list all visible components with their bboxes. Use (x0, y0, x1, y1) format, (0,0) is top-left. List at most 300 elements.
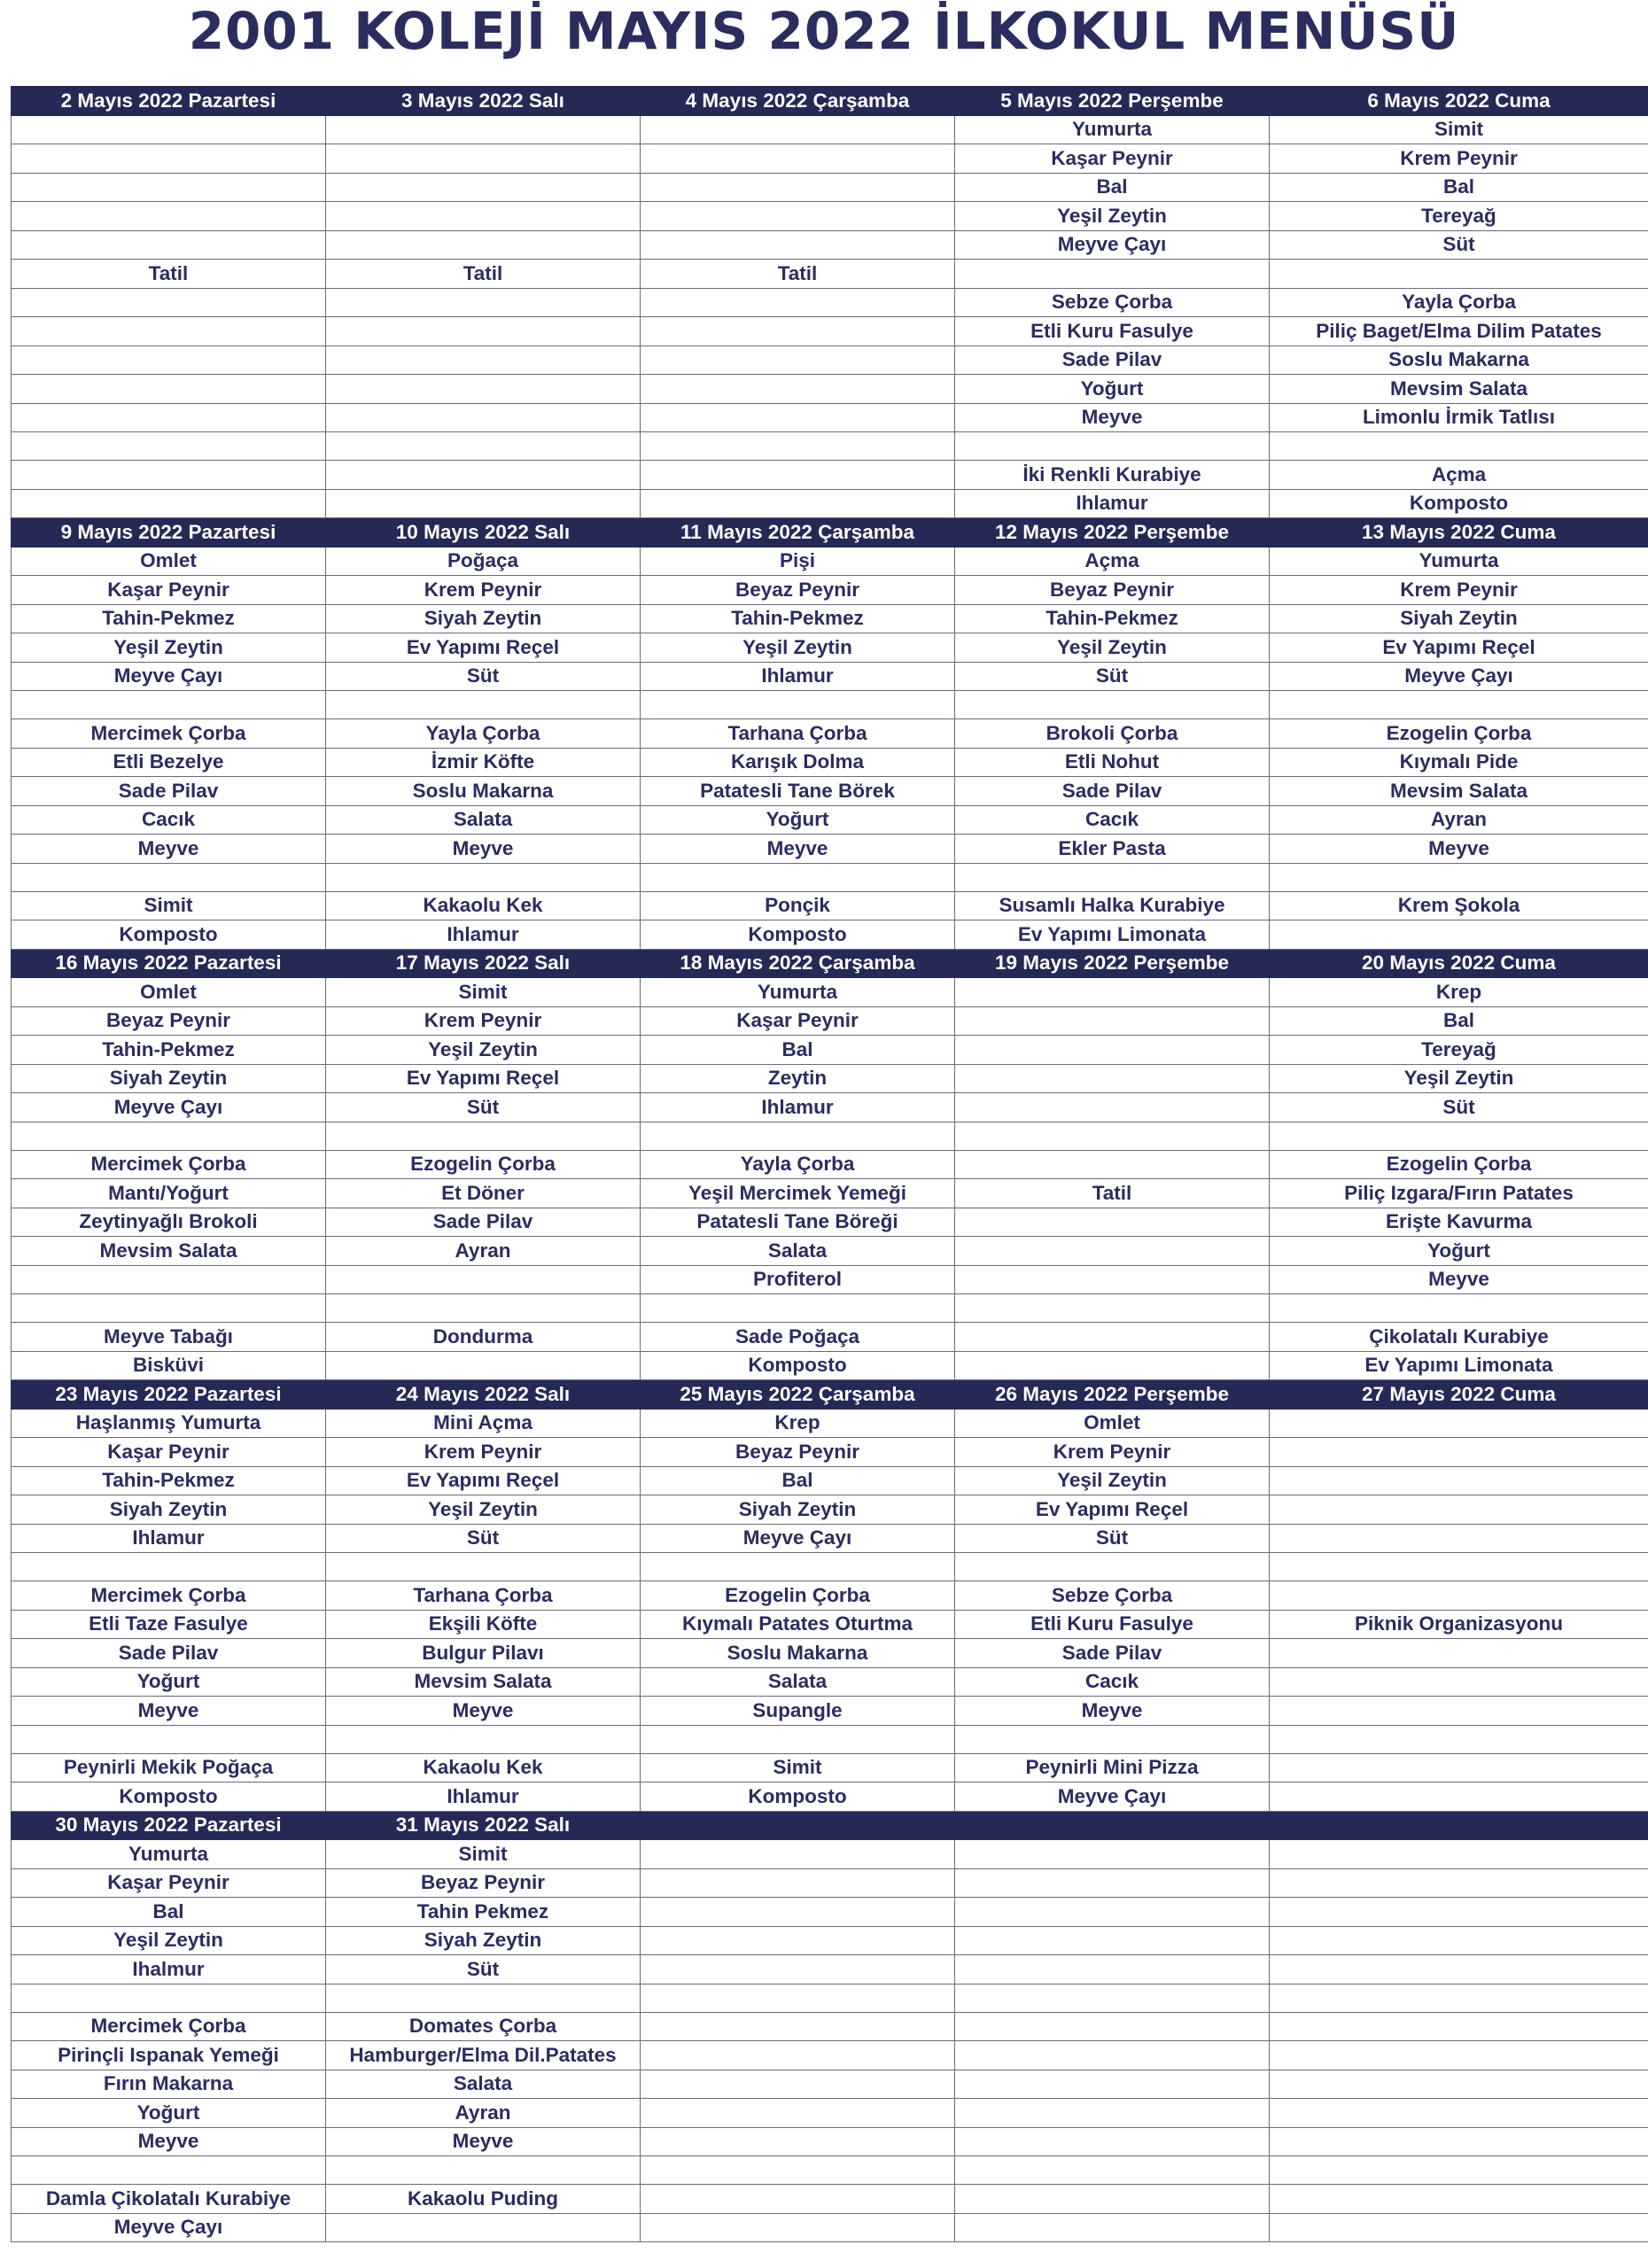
menu-cell (326, 691, 641, 719)
day-header: 24 Mayıs 2022 Salı (326, 1380, 641, 1410)
menu-cell: Susamlı Halka Kurabiye (955, 891, 1270, 920)
day-header: 20 Mayıs 2022 Cuma (1270, 949, 1648, 978)
menu-cell (326, 375, 641, 404)
menu-cell: Ihlamur (641, 662, 955, 691)
menu-cell: Krep (1270, 978, 1648, 1007)
menu-cell (326, 1725, 641, 1753)
menu-cell: Bal (641, 1466, 955, 1495)
menu-cell: Yoğurt (1270, 1237, 1648, 1266)
menu-cell: Süt (326, 662, 641, 691)
menu-row (12, 1093, 1648, 1122)
menu-cell (641, 144, 955, 174)
menu-row (12, 260, 1648, 289)
menu-row (12, 2185, 1648, 2214)
menu-cell (641, 1898, 955, 1927)
menu-row (12, 1237, 1648, 1266)
menu-cell (641, 2127, 955, 2156)
menu-cell: Tatil (641, 260, 955, 289)
menu-cell: Yayla Çorba (1270, 288, 1648, 317)
menu-cell: Mevsim Salata (1270, 777, 1648, 806)
menu-cell: Beyaz Peynir (641, 576, 955, 605)
menu-cell: Kıymalı Patates Oturtma (641, 1610, 955, 1639)
menu-cell: Bal (12, 1898, 326, 1927)
menu-cell (1270, 2185, 1648, 2214)
menu-cell (1270, 260, 1648, 289)
menu-cell (955, 1351, 1270, 1380)
menu-cell (326, 1294, 641, 1323)
menu-row (12, 1179, 1648, 1208)
menu-cell: Omlet (12, 547, 326, 576)
menu-cell: Kaşar Peynir (12, 1438, 326, 1467)
menu-cell (641, 1725, 955, 1753)
menu-cell: Omlet (955, 1409, 1270, 1438)
menu-cell: Yumurta (641, 978, 955, 1007)
menu-cell: Yoğurt (641, 805, 955, 835)
menu-row (12, 633, 1648, 663)
menu-cell (641, 863, 955, 891)
menu-cell: Yeşil Zeytin (12, 633, 326, 663)
menu-cell: Piknik Organizasyonu (1270, 1610, 1648, 1639)
menu-cell: Krem Peynir (1270, 576, 1648, 605)
menu-cell: Krem Şokola (1270, 891, 1648, 920)
menu-cell: Ayran (326, 2099, 641, 2128)
menu-cell: Ihlamur (326, 1783, 641, 1812)
menu-cell: Meyve (955, 1697, 1270, 1726)
day-header: 2 Mayıs 2022 Pazartesi (12, 87, 326, 116)
menu-cell (1270, 1294, 1648, 1323)
menu-cell: Piliç Baget/Elma Dilim Patates (1270, 317, 1648, 346)
menu-cell: Kaşar Peynir (641, 1006, 955, 1036)
menu-row (12, 1610, 1648, 1639)
menu-cell: Supangle (641, 1697, 955, 1726)
menu-cell: Tatil (326, 260, 641, 289)
menu-cell: Mercimek Çorba (12, 2012, 326, 2041)
menu-cell: Sade Pilav (12, 777, 326, 806)
menu-row (12, 288, 1648, 317)
menu-cell: Krep (641, 1409, 955, 1438)
week-header-row (12, 87, 1648, 116)
menu-cell (955, 1984, 1270, 2012)
menu-row (12, 576, 1648, 605)
menu-cell (1270, 1553, 1648, 1581)
menu-cell (955, 1237, 1270, 1266)
day-header: 27 Mayıs 2022 Cuma (1270, 1380, 1648, 1410)
day-header: 9 Mayıs 2022 Pazartesi (12, 518, 326, 548)
menu-cell (1270, 1495, 1648, 1525)
menu-cell (955, 2099, 1270, 2128)
menu-row (12, 777, 1648, 806)
menu-row (12, 1697, 1648, 1726)
menu-cell (641, 2012, 955, 2041)
menu-cell (1270, 1753, 1648, 1783)
menu-cell: Soslu Makarna (641, 1639, 955, 1668)
menu-cell (955, 1036, 1270, 1065)
day-header: 6 Mayıs 2022 Cuma (1270, 87, 1648, 116)
menu-cell (326, 202, 641, 231)
menu-row (12, 1265, 1648, 1294)
menu-row (12, 2156, 1648, 2185)
menu-cell (1270, 432, 1648, 461)
day-header: 13 Mayıs 2022 Cuma (1270, 518, 1648, 548)
menu-row (12, 1553, 1648, 1581)
menu-cell (641, 489, 955, 518)
menu-cell (641, 2213, 955, 2242)
menu-cell: Haşlanmış Yumurta (12, 1409, 326, 1438)
day-header: 12 Mayıs 2022 Perşembe (955, 518, 1270, 548)
menu-cell: Damla Çikolatalı Kurabiye (12, 2185, 326, 2214)
menu-row (12, 144, 1648, 174)
menu-cell (12, 403, 326, 432)
menu-cell: Poğaça (326, 547, 641, 576)
menu-cell: Patatesli Tane Böreği (641, 1208, 955, 1237)
menu-row (12, 1409, 1648, 1438)
menu-cell (1270, 1639, 1648, 1668)
menu-row (12, 978, 1648, 1007)
day-header: 5 Mayıs 2022 Perşembe (955, 87, 1270, 116)
menu-cell: Komposto (12, 1783, 326, 1812)
menu-cell (1270, 1409, 1648, 1438)
menu-cell (641, 202, 955, 231)
menu-cell (1270, 1783, 1648, 1812)
menu-cell: Meyve (326, 835, 641, 864)
menu-cell: Ponçik (641, 891, 955, 920)
menu-row (12, 1438, 1648, 1467)
menu-cell: Peynirli Mini Pizza (955, 1753, 1270, 1783)
menu-cell (12, 375, 326, 404)
menu-cell (1270, 2099, 1648, 2128)
menu-cell: Yayla Çorba (326, 719, 641, 749)
menu-cell (326, 403, 641, 432)
menu-cell: Ev Yapımı Reçel (326, 1064, 641, 1093)
menu-cell (955, 1150, 1270, 1179)
menu-cell: Ezogelin Çorba (1270, 719, 1648, 749)
menu-cell: Kakaolu Kek (326, 891, 641, 920)
menu-cell: Komposto (641, 1351, 955, 1380)
menu-cell (641, 375, 955, 404)
menu-cell: Süt (326, 1093, 641, 1122)
menu-cell: Süt (955, 662, 1270, 691)
menu-row (12, 1294, 1648, 1323)
menu-cell: Krem Peynir (326, 1006, 641, 1036)
menu-row (12, 1036, 1648, 1065)
menu-cell: Ezogelin Çorba (641, 1581, 955, 1611)
menu-cell (955, 1122, 1270, 1150)
menu-cell (12, 489, 326, 518)
day-header (641, 1811, 955, 1840)
menu-row (12, 317, 1648, 346)
menu-cell (641, 230, 955, 260)
menu-cell: Hamburger/Elma Dil.Patates (326, 2041, 641, 2070)
menu-cell: Siyah Zeytin (326, 1926, 641, 1955)
menu-cell (12, 202, 326, 231)
menu-cell: Simit (1270, 115, 1648, 144)
menu-cell (326, 230, 641, 260)
menu-cell: Erişte Kavurma (1270, 1208, 1648, 1237)
menu-cell (1270, 1466, 1648, 1495)
menu-cell (641, 173, 955, 202)
menu-cell: Yeşil Zeytin (955, 633, 1270, 663)
menu-row (12, 805, 1648, 835)
menu-cell (12, 144, 326, 174)
menu-cell (641, 317, 955, 346)
menu-cell (1270, 1697, 1648, 1726)
menu-cell: Beyaz Peynir (641, 1438, 955, 1467)
menu-cell: Tahin-Pekmez (641, 604, 955, 633)
menu-cell: Sebze Çorba (955, 288, 1270, 317)
week-header-row (12, 949, 1648, 978)
menu-cell: Çikolatalı Kurabiye (1270, 1323, 1648, 1352)
menu-cell: Yoğurt (12, 2099, 326, 2128)
menu-cell (641, 115, 955, 144)
menu-cell (641, 2070, 955, 2099)
menu-row (12, 1840, 1648, 1869)
menu-cell: Krem Peynir (955, 1438, 1270, 1467)
menu-cell: Kaşar Peynir (955, 144, 1270, 174)
menu-cell: Kıymalı Pide (1270, 748, 1648, 777)
menu-cell (641, 2099, 955, 2128)
menu-row (12, 1122, 1648, 1150)
menu-cell (955, 2041, 1270, 2070)
menu-cell (326, 288, 641, 317)
menu-row (12, 2041, 1648, 2070)
menu-cell: Piliç Izgara/Fırın Patates (1270, 1179, 1648, 1208)
menu-cell (326, 1553, 641, 1581)
menu-cell: Kaşar Peynir (12, 1868, 326, 1898)
day-header: 19 Mayıs 2022 Perşembe (955, 949, 1270, 978)
menu-row (12, 662, 1648, 691)
menu-cell: Zeytin (641, 1064, 955, 1093)
menu-cell: Sade Pilav (955, 1639, 1270, 1668)
menu-cell: Etli Taze Fasulye (12, 1610, 326, 1639)
menu-cell: Soslu Makarna (1270, 346, 1648, 375)
menu-cell (12, 1553, 326, 1581)
menu-cell (1270, 2156, 1648, 2185)
menu-cell (12, 317, 326, 346)
menu-cell: Yeşil Zeytin (955, 202, 1270, 231)
menu-cell (1270, 920, 1648, 950)
menu-cell (955, 1294, 1270, 1323)
menu-row (12, 432, 1648, 461)
menu-cell: Siyah Zeytin (641, 1495, 955, 1525)
menu-cell (326, 863, 641, 891)
menu-cell (955, 432, 1270, 461)
menu-cell: Mercimek Çorba (12, 1150, 326, 1179)
menu-row (12, 604, 1648, 633)
menu-cell: Meyve (326, 2127, 641, 2156)
menu-cell: Simit (326, 978, 641, 1007)
menu-cell (641, 1955, 955, 1984)
menu-cell: Süt (326, 1955, 641, 1984)
menu-cell (641, 2041, 955, 2070)
menu-cell: Peynirli Mekik Poğaça (12, 1753, 326, 1783)
day-header: 25 Mayıs 2022 Çarşamba (641, 1380, 955, 1410)
menu-row (12, 1466, 1648, 1495)
menu-cell: Brokoli Çorba (955, 719, 1270, 749)
menu-row (12, 891, 1648, 920)
menu-row (12, 375, 1648, 404)
menu-cell (326, 1265, 641, 1294)
day-header: 31 Mayıs 2022 Salı (326, 1811, 641, 1840)
menu-cell: Et Döner (326, 1179, 641, 1208)
menu-cell: Meyve (641, 835, 955, 864)
menu-cell (641, 1553, 955, 1581)
menu-row (12, 1725, 1648, 1753)
menu-cell (1270, 1725, 1648, 1753)
menu-cell: Salata (326, 805, 641, 835)
menu-cell (1270, 691, 1648, 719)
menu-cell: Beyaz Peynir (326, 1868, 641, 1898)
menu-cell: İzmir Köfte (326, 748, 641, 777)
menu-cell: Yeşil Zeytin (326, 1495, 641, 1525)
menu-cell (326, 1351, 641, 1380)
menu-cell (326, 489, 641, 518)
menu-cell: Tahin-Pekmez (12, 1466, 326, 1495)
menu-cell (641, 1984, 955, 2012)
menu-cell (641, 2156, 955, 2185)
menu-row (12, 346, 1648, 375)
menu-cell (326, 173, 641, 202)
menu-cell: Komposto (1270, 489, 1648, 518)
menu-cell (1270, 1898, 1648, 1927)
menu-row (12, 920, 1648, 950)
menu-cell: Komposto (641, 920, 955, 950)
menu-cell (641, 403, 955, 432)
menu-cell: Bal (1270, 1006, 1648, 1036)
menu-cell: Meyve Çayı (12, 2213, 326, 2242)
menu-cell: Meyve Çayı (641, 1524, 955, 1553)
menu-cell: Pirinçli Ispanak Yemeği (12, 2041, 326, 2070)
menu-row (12, 1667, 1648, 1697)
menu-cell (641, 1926, 955, 1955)
menu-cell (12, 691, 326, 719)
menu-row (12, 2070, 1648, 2099)
menu-cell: Sebze Çorba (955, 1581, 1270, 1611)
menu-cell: Meyve Çayı (12, 662, 326, 691)
menu-cell: Tatil (12, 260, 326, 289)
page-title: 2001 KOLEJİ MAYIS 2022 İLKOKUL MENÜSÜ (188, 1, 1460, 61)
menu-cell: İki Renkli Kurabiye (955, 461, 1270, 490)
menu-cell: Salata (641, 1667, 955, 1697)
menu-cell: Etli Kuru Fasulye (955, 317, 1270, 346)
menu-cell (955, 1323, 1270, 1352)
menu-row (12, 748, 1648, 777)
menu-cell: Kakaolu Kek (326, 1753, 641, 1783)
menu-cell (641, 1294, 955, 1323)
menu-cell: Ev Yapımı Limonata (955, 920, 1270, 950)
menu-row (12, 461, 1648, 490)
menu-cell (326, 317, 641, 346)
menu-cell: Meyve (1270, 1265, 1648, 1294)
menu-row (12, 719, 1648, 749)
menu-cell (326, 1122, 641, 1150)
menu-row (12, 1006, 1648, 1036)
day-header: 26 Mayıs 2022 Perşembe (955, 1380, 1270, 1410)
menu-row (12, 1898, 1648, 1927)
menu-cell (1270, 1840, 1648, 1869)
menu-cell: Yayla Çorba (641, 1150, 955, 1179)
menu-cell: Meyve (12, 2127, 326, 2156)
menu-cell (955, 1955, 1270, 1984)
menu-cell (12, 346, 326, 375)
menu-cell: Sade Pilav (955, 346, 1270, 375)
menu-cell: Komposto (12, 920, 326, 950)
menu-cell (326, 432, 641, 461)
menu-cell: Ihlamur (641, 1093, 955, 1122)
menu-row (12, 1753, 1648, 1783)
menu-cell: Komposto (641, 1783, 955, 1812)
menu-cell: Salata (641, 1237, 955, 1266)
menu-cell (12, 230, 326, 260)
menu-cell: Ihlamur (955, 489, 1270, 518)
menu-cell: Siyah Zeytin (326, 604, 641, 633)
week-header-row (12, 1380, 1648, 1410)
menu-cell: Mevsim Salata (1270, 375, 1648, 404)
menu-row (12, 1208, 1648, 1237)
menu-row (12, 115, 1648, 144)
menu-cell (12, 432, 326, 461)
menu-cell: Sade Pilav (12, 1639, 326, 1668)
day-header: 23 Mayıs 2022 Pazartesi (12, 1380, 326, 1410)
menu-cell: Ekler Pasta (955, 835, 1270, 864)
menu-cell (955, 1898, 1270, 1927)
menu-cell: Süt (1270, 230, 1648, 260)
menu-cell (955, 863, 1270, 891)
menu-cell (12, 1984, 326, 2012)
menu-cell: Yeşil Zeytin (641, 633, 955, 663)
menu-cell: Tarhana Çorba (326, 1581, 641, 1611)
menu-cell: Meyve Çayı (1270, 662, 1648, 691)
menu-cell: Tereyağ (1270, 1036, 1648, 1065)
menu-cell (641, 2185, 955, 2214)
menu-cell: Siyah Zeytin (12, 1495, 326, 1525)
menu-cell: Yoğurt (955, 375, 1270, 404)
menu-cell: Simit (641, 1753, 955, 1783)
menu-row (12, 547, 1648, 576)
menu-cell: Ezogelin Çorba (1270, 1150, 1648, 1179)
menu-row (12, 2099, 1648, 2128)
menu-cell (641, 288, 955, 317)
menu-row (12, 2012, 1648, 2041)
menu-cell: Domates Çorba (326, 2012, 641, 2041)
menu-cell: Tahin-Pekmez (12, 604, 326, 633)
menu-cell (641, 346, 955, 375)
day-header: 18 Mayıs 2022 Çarşamba (641, 949, 955, 978)
menu-cell: Süt (1270, 1093, 1648, 1122)
menu-cell: Yumurta (1270, 547, 1648, 576)
menu-cell: Simit (12, 891, 326, 920)
menu-cell: Mercimek Çorba (12, 1581, 326, 1611)
menu-cell (955, 1868, 1270, 1898)
menu-cell (955, 2185, 1270, 2214)
menu-cell: Sade Pilav (326, 1208, 641, 1237)
menu-cell: Meyve Çayı (955, 1783, 1270, 1812)
menu-cell (1270, 2041, 1648, 2070)
menu-cell (955, 1064, 1270, 1093)
menu-row (12, 1868, 1648, 1898)
menu-cell: Bal (1270, 173, 1648, 202)
menu-cell (955, 2127, 1270, 2156)
menu-row (12, 863, 1648, 891)
menu-row (12, 1955, 1648, 1984)
menu-row (12, 1495, 1648, 1525)
menu-table (11, 86, 1648, 2242)
menu-cell: Ev Yapımı Reçel (955, 1495, 1270, 1525)
menu-cell (641, 1840, 955, 1869)
menu-row (12, 1639, 1648, 1668)
menu-row (12, 1323, 1648, 1352)
menu-cell (955, 2070, 1270, 2099)
menu-cell: Ev Yapımı Reçel (326, 1466, 641, 1495)
